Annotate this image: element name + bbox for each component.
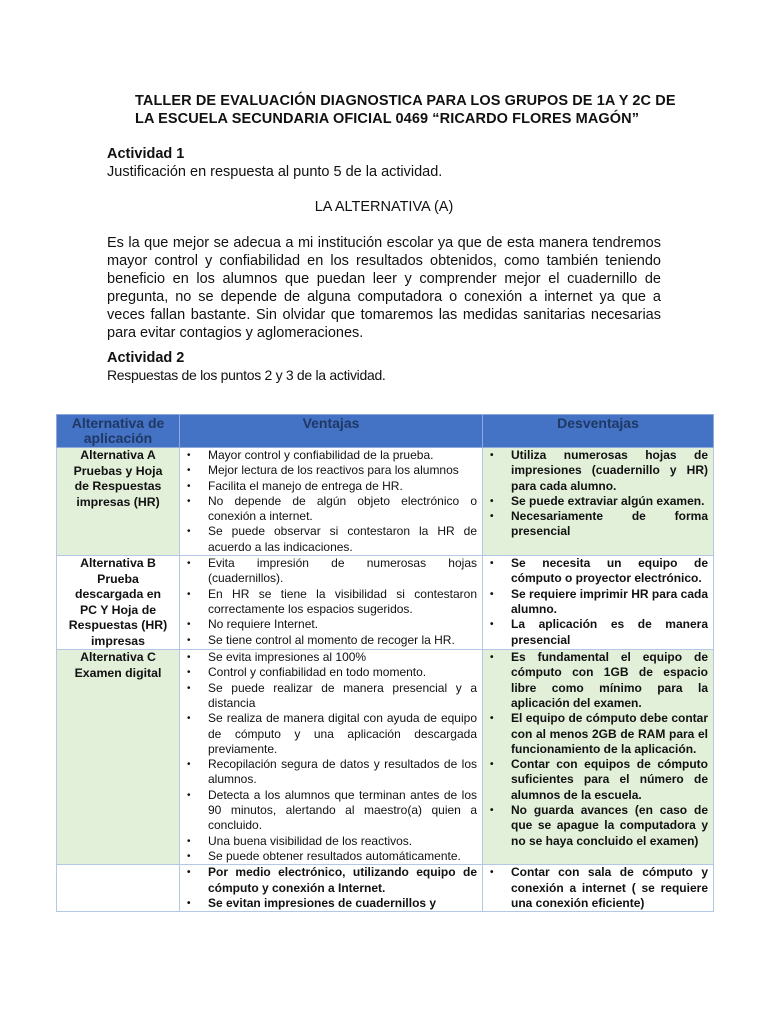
list-item: • No guarda avances (en caso de que se apague la computadora y no se haya concluido el examen) bbox=[483, 803, 713, 849]
list-item: • Control y confiabilidad en todo momento. bbox=[180, 665, 482, 680]
label-line: Examen digital bbox=[74, 665, 162, 680]
label-line: Pruebas y Hoja bbox=[73, 463, 163, 478]
list-item: • En HR se tiene la visibilidad si contestaron correctamente los espacios sugeridos. bbox=[180, 587, 482, 618]
table-row bbox=[57, 448, 714, 556]
label-line: impresas (HR) bbox=[76, 494, 160, 509]
list-item: • Una buena visibilidad de los reactivos. bbox=[180, 834, 482, 849]
header-desventajas: Desventajas bbox=[483, 415, 714, 448]
table-row bbox=[57, 865, 714, 912]
list-item: • Se tiene control al momento de recoger la HR. bbox=[180, 633, 482, 648]
justification-paragraph bbox=[107, 234, 661, 342]
activity-2-subtitle: Respuestas de los puntos 2 y 3 de la actividad. bbox=[107, 367, 386, 383]
list-item: • Se evitan impresiones de cuadernillos y bbox=[180, 896, 482, 911]
activity-1-heading: Actividad 1 bbox=[107, 146, 185, 162]
alternative-heading: LA ALTERNATIVA (A) bbox=[314, 199, 454, 215]
label-line: PC Y Hoja de bbox=[79, 602, 157, 617]
alternative-label-cell bbox=[57, 865, 180, 912]
paragraph-line: para evitar contagios y aglomeraciones. bbox=[107, 325, 364, 341]
comparison-table bbox=[56, 414, 714, 912]
list-item: • Necesariamente de forma presencial bbox=[483, 509, 713, 540]
ventajas-cell bbox=[180, 650, 483, 865]
label-line: Alternativa B bbox=[80, 556, 156, 571]
table-header-row bbox=[57, 415, 714, 448]
header-ventajas: Ventajas bbox=[180, 415, 483, 448]
paragraph-line: mayor control y confiabilidad en los resultados obtenidos, como también teniendo bbox=[107, 253, 661, 269]
list-item: • Facilita el manejo de entrega de HR. bbox=[180, 479, 482, 494]
title-line: LA ESCUELA SECUNDARIA OFICIAL 0469 “RICARDO FLORES MAGÓN” bbox=[135, 111, 640, 127]
activity-2-heading: Actividad 2 bbox=[107, 350, 185, 366]
list-item: • La aplicación es de manera presencial bbox=[483, 617, 713, 648]
list-item: • Por medio electrónico, utilizando equipo de cómputo y conexión a Internet. bbox=[180, 865, 482, 896]
list-item: • Se necesita un equipo de cómputo o proyector electrónico. bbox=[483, 556, 713, 587]
label-line: Alternativa A bbox=[80, 448, 156, 462]
label-line: de Respuestas bbox=[74, 479, 162, 493]
ventajas-cell bbox=[180, 865, 483, 912]
list-item: • Se puede extraviar algún examen. bbox=[483, 494, 713, 509]
paragraph-line: beneficio en los alumnos que puedan leer y comprender mejor el cuadernillo de bbox=[107, 271, 661, 287]
list-item: • Contar con equipos de cómputo suficientes para el número de alumnos de la escuela. bbox=[483, 757, 713, 803]
paragraph-line: veces fallan bastante. Sin olvidar que tomaremos las medidas sanitarias necesarias bbox=[107, 307, 661, 323]
list-item: • No requiere Internet. bbox=[180, 617, 482, 632]
desventajas-cell bbox=[483, 448, 714, 556]
list-item: • Mejor lectura de los reactivos para los alumnos bbox=[180, 463, 482, 478]
table-row bbox=[57, 556, 714, 650]
label-line: Prueba bbox=[97, 571, 139, 586]
list-item: • Evita impresión de numerosas hojas (cuadernillos). bbox=[180, 556, 482, 587]
list-item: • Se puede obtener resultados automáticamente. bbox=[180, 849, 482, 864]
ventajas-cell bbox=[180, 448, 483, 556]
paragraph-line: Es la que mejor se adecua a mi institución escolar ya que de esta manera tendremos bbox=[107, 235, 661, 251]
table-row bbox=[57, 650, 714, 865]
desventajas-cell bbox=[483, 556, 714, 650]
paragraph-line: pregunta, no se depende de alguna computadora o conexión a internet ya que a bbox=[107, 289, 661, 305]
list-item: • No depende de algún objeto electrónico o conexión a internet. bbox=[180, 494, 482, 525]
desventajas-cell bbox=[483, 865, 714, 912]
list-item: • Se puede observar si contestaron la HR de acuerdo a las indicaciones. bbox=[180, 524, 482, 555]
ventajas-cell bbox=[180, 556, 483, 650]
list-item: • Se requiere imprimir HR para cada alumno. bbox=[483, 587, 713, 618]
list-item: • Contar con sala de cómputo y conexión a internet ( se requiere una conexión eficiente) bbox=[483, 865, 713, 911]
label-line: impresas bbox=[90, 633, 145, 648]
list-item: • Mayor control y confiabilidad de la prueba. bbox=[180, 448, 482, 463]
list-item: • Se puede realizar de manera presencial y a distancia bbox=[180, 681, 482, 712]
header-alternativa: Alternativa de aplicación bbox=[57, 415, 180, 448]
list-item: • Se realiza de manera digital con ayuda de equipo de cómputo y una aplicación descargada previamente. bbox=[180, 711, 482, 757]
activity-1-subtitle: Justificación en respuesta al punto 5 de la actividad. bbox=[107, 164, 443, 180]
label-line: descargada en bbox=[74, 587, 162, 602]
document-title bbox=[135, 92, 675, 128]
alternative-label-cell bbox=[57, 650, 180, 865]
alternative-label-cell bbox=[57, 448, 180, 556]
list-item: • El equipo de cómputo debe contar con al menos 2GB de RAM para el funcionamiento de la aplicación. bbox=[483, 711, 713, 757]
alternative-label-cell bbox=[57, 556, 180, 650]
label-line: Respuestas (HR) bbox=[68, 618, 168, 633]
title-line: TALLER DE EVALUACIÓN DIAGNOSTICA PARA LOS GRUPOS DE 1A Y 2C DE bbox=[135, 93, 676, 109]
list-item: • Utiliza numerosas hojas de impresiones (cuadernillo y HR) para cada alumno. bbox=[483, 448, 713, 494]
list-item: • Es fundamental el equipo de cómputo con 1GB de espacio libre como mínimo para la aplicación del examen. bbox=[483, 650, 713, 711]
list-item: • Se evita impresiones al 100% bbox=[180, 650, 482, 665]
desventajas-cell bbox=[483, 650, 714, 865]
list-item: • Detecta a los alumnos que terminan antes de los 90 minutos, alertando al maestro(a) quien a concluido. bbox=[180, 788, 482, 834]
label-line: Alternativa C bbox=[80, 650, 156, 665]
list-item: • Recopilación segura de datos y resultados de los alumnos. bbox=[180, 757, 482, 788]
